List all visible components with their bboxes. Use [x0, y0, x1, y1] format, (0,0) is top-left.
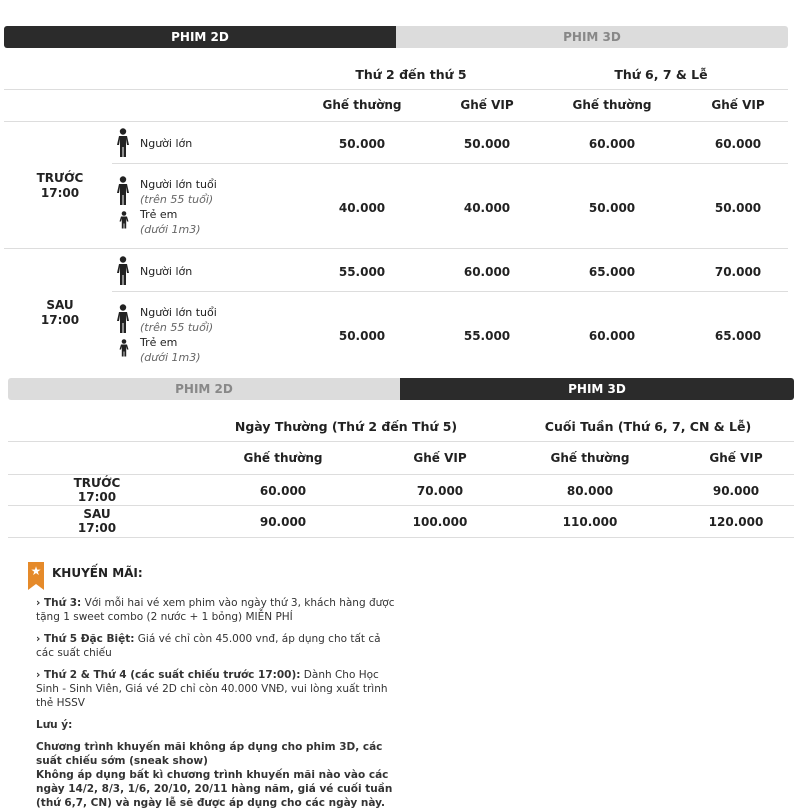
col-header: Ghế thường [243, 451, 323, 465]
tabs-3d-section [8, 378, 794, 400]
child-icon [119, 339, 129, 357]
label-senior-note: (trên 55 tuổi) [140, 321, 214, 334]
time-label-before: TRƯỚC 17:00 [73, 476, 121, 504]
promo-item: › Thứ 2 & Thứ 4 (các suất chiếu trước 17:00): Dành Cho Học Sinh - Sinh Viên, Giá vé 2D chỉ còn 40.000 VNĐ, vui lòng xuất trình thẻ HSSV [36, 669, 388, 709]
price-cell: 90.000 [712, 484, 760, 498]
label-child-note: (dưới 1m3) [140, 223, 201, 236]
promo-item: › Thứ 3: Với mỗi hai vé xem phim vào ngày thứ 3, khách hàng được tặng 1 sweet combo (2 nước + 1 bỏng) MIỄN PHÍ [36, 597, 395, 623]
adult-icon [116, 128, 130, 158]
tabs-2d-section [4, 26, 788, 48]
label-child: Trẻ em [140, 208, 178, 221]
price-cell: 70.000 [416, 484, 464, 498]
price-cell: 50.000 [463, 137, 511, 151]
col-header: Ghế VIP [711, 98, 765, 112]
label-senior: Người lớn tuổi [140, 306, 217, 319]
tab-phim-2d[interactable]: PHIM 2D [8, 378, 400, 400]
price-cell: 110.000 [562, 515, 618, 529]
group-header-weekday: Ngày Thường (Thứ 2 đến Thứ 5) [234, 419, 458, 434]
label-child: Trẻ em [140, 336, 178, 349]
tab-phim-3d[interactable]: PHIM 3D [400, 378, 794, 400]
label-adult: Người lớn [140, 137, 193, 150]
col-header: Ghế VIP [413, 451, 467, 465]
group-header-weekend: Cuối Tuần (Thứ 6, 7, CN & Lễ) [544, 419, 752, 434]
col-header: Ghế thường [550, 451, 630, 465]
price-cell: 50.000 [588, 201, 636, 215]
price-cell: 65.000 [714, 329, 762, 343]
col-header: Ghế thường [572, 98, 652, 112]
price-cell: 90.000 [259, 515, 307, 529]
price-cell: 55.000 [463, 329, 511, 343]
note-2: Không áp dụng bất kì chương trình khuyến mãi nào vào các ngày 14/2, 8/3, 1/6, 20/10, 20/11 hàng năm, giá vé cuối tuần (thứ 6,7, CN) và ngày lễ sẽ được áp dụng cho các ngày này. [36, 769, 393, 809]
price-cell: 60.000 [259, 484, 307, 498]
tab-phim-2d[interactable]: PHIM 2D [4, 26, 396, 48]
price-cell: 50.000 [338, 137, 386, 151]
star-icon: ★ [28, 562, 44, 584]
note-1: Chương trình khuyến mãi không áp dụng cho phim 3D, các suất chiếu sớm (sneak show) [36, 741, 383, 767]
price-cell: 55.000 [338, 265, 386, 279]
group-header-weekend: Thứ 6, 7 & Lễ [614, 67, 708, 82]
price-cell: 40.000 [463, 201, 511, 215]
price-cell: 50.000 [338, 329, 386, 343]
time-label-after: SAU 17:00 [77, 507, 117, 535]
price-cell: 100.000 [412, 515, 468, 529]
col-header: Ghế VIP [460, 98, 514, 112]
group-header-weekday: Thứ 2 đến thứ 5 [355, 67, 467, 82]
price-cell: 60.000 [588, 329, 636, 343]
price-cell: 60.000 [714, 137, 762, 151]
price-cell: 80.000 [566, 484, 614, 498]
price-cell: 40.000 [338, 201, 386, 215]
senior-icon [116, 304, 130, 334]
label-senior: Người lớn tuổi [140, 178, 217, 191]
col-header: Ghế VIP [709, 451, 763, 465]
adult-icon [116, 256, 130, 286]
note-label: Lưu ý: [36, 719, 73, 731]
promo-title: KHUYẾN MÃI: [52, 566, 143, 580]
price-cell: 60.000 [463, 265, 511, 279]
promo-content [36, 596, 396, 810]
promo-item: › Thứ 5 Đặc Biệt: Giá vé chỉ còn 45.000 vnđ, áp dụng cho tất cả các suất chiếu [36, 633, 381, 659]
tab-phim-3d[interactable]: PHIM 3D [396, 26, 788, 48]
child-icon [119, 211, 129, 229]
price-cell: 120.000 [708, 515, 764, 529]
price-cell: 50.000 [714, 201, 762, 215]
price-cell: 70.000 [714, 265, 762, 279]
price-cell: 60.000 [588, 137, 636, 151]
label-adult: Người lớn [140, 265, 193, 278]
label-senior-note: (trên 55 tuổi) [140, 193, 214, 206]
col-header: Ghế thường [322, 98, 402, 112]
time-label-after: SAU 17:00 [40, 298, 80, 327]
price-cell: 65.000 [588, 265, 636, 279]
senior-icon [116, 176, 130, 206]
label-child-note: (dưới 1m3) [140, 351, 201, 364]
time-label-before: TRƯỚC 17:00 [36, 171, 84, 200]
